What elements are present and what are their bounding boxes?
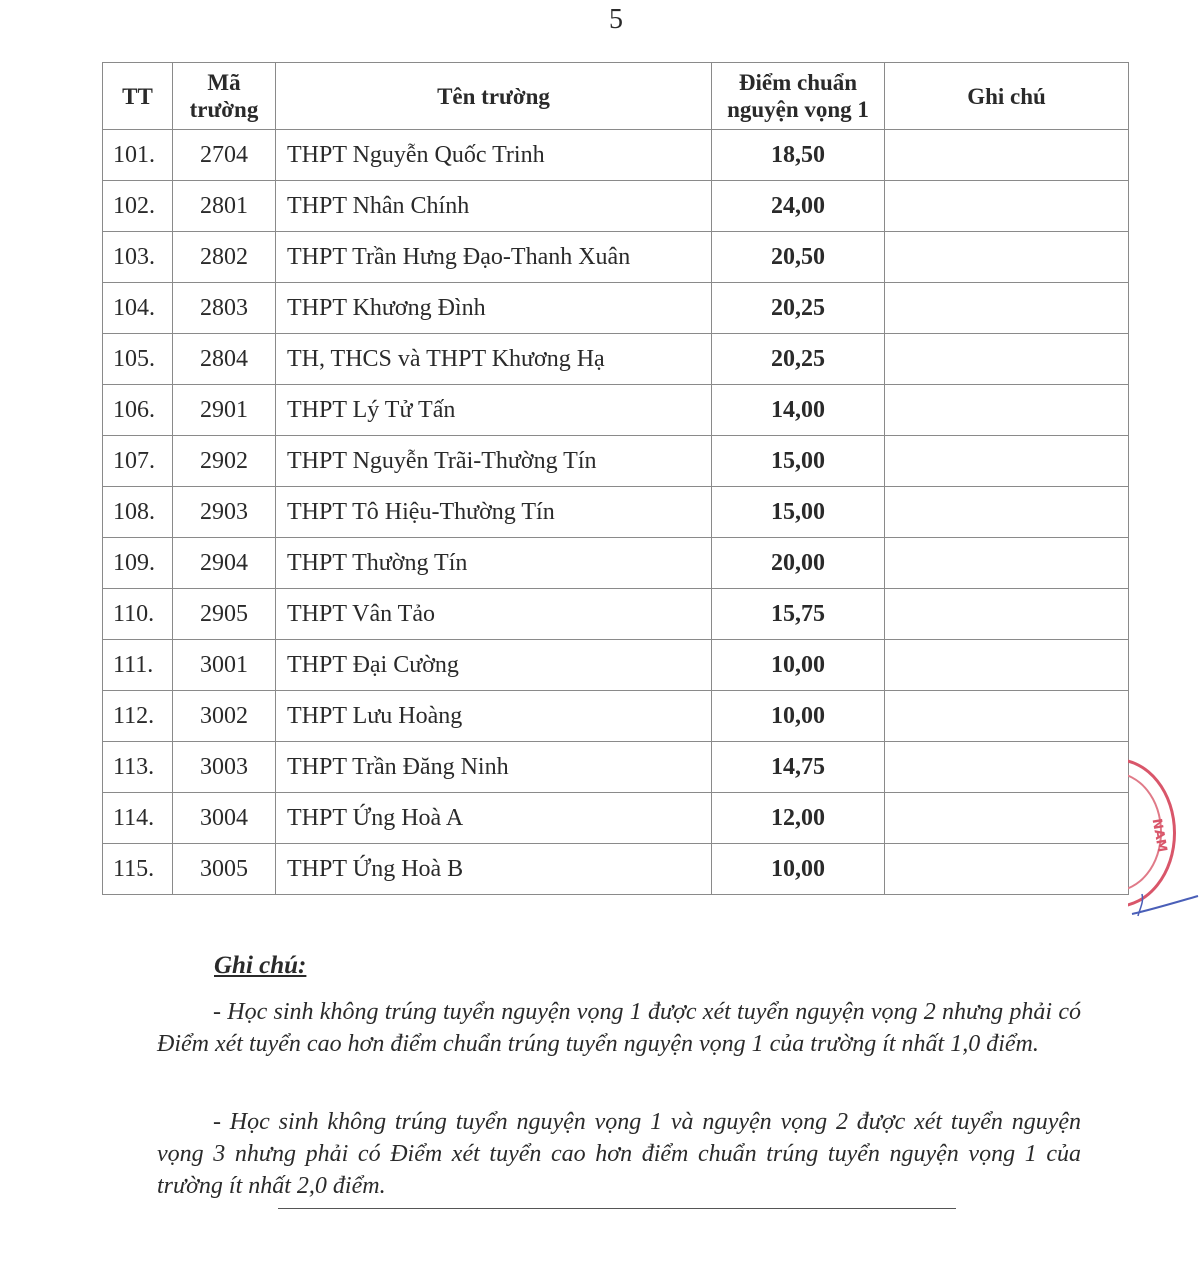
signature-stroke-icon (1130, 890, 1200, 920)
row-score: 10,00 (712, 640, 885, 691)
row-tt: 115. (103, 844, 173, 895)
row-school-name: THPT Trần Đăng Ninh (276, 742, 712, 793)
header-school-name: Tên trường (276, 63, 712, 130)
row-note (885, 436, 1129, 487)
table-row (103, 691, 1129, 742)
table-row (103, 793, 1129, 844)
row-school-name: THPT Lưu Hoàng (276, 691, 712, 742)
row-school-code: 3003 (173, 742, 276, 793)
row-score: 20,25 (712, 283, 885, 334)
row-score: 15,00 (712, 436, 885, 487)
table-row (103, 487, 1129, 538)
row-score: 14,00 (712, 385, 885, 436)
row-school-name: THPT Lý Tử Tấn (276, 385, 712, 436)
row-school-code: 2704 (173, 130, 276, 181)
table-row (103, 334, 1129, 385)
row-tt: 114. (103, 793, 173, 844)
header-school-code-line2: trường (189, 97, 259, 122)
table-row (103, 130, 1129, 181)
row-note (885, 130, 1129, 181)
row-note (885, 487, 1129, 538)
row-tt: 103. (103, 232, 173, 283)
row-note (885, 538, 1129, 589)
header-tt: TT (103, 63, 173, 130)
row-note (885, 793, 1129, 844)
row-tt: 107. (103, 436, 173, 487)
row-note (885, 589, 1129, 640)
table-row (103, 844, 1129, 895)
header-score-line1: Điểm chuẩn (738, 70, 858, 95)
row-score: 15,75 (712, 589, 885, 640)
row-school-code: 2804 (173, 334, 276, 385)
row-school-name: THPT Nguyễn Quốc Trinh (276, 130, 712, 181)
row-score: 15,00 (712, 487, 885, 538)
note-paragraph: - Học sinh không trúng tuyển nguyện vọng 1 được xét tuyển nguyện vọng 2 nhưng phải có Điểm xét tuyển cao hơn điểm chuẩn trúng tuyển nguyện vọng 1 của trường ít nhất 1,0 điểm. (157, 999, 1081, 1057)
row-note (885, 691, 1129, 742)
row-note (885, 232, 1129, 283)
row-tt: 101. (103, 130, 173, 181)
table-row (103, 283, 1129, 334)
row-school-code: 2801 (173, 181, 276, 232)
header-school-code-line1: Mã (207, 70, 241, 95)
table-row (103, 385, 1129, 436)
row-note (885, 385, 1129, 436)
row-school-name: THPT Đại Cường (276, 640, 712, 691)
seal-text: NAM (1148, 817, 1170, 854)
row-score: 12,00 (712, 793, 885, 844)
official-seal-stamp (1128, 758, 1176, 908)
row-tt: 106. (103, 385, 173, 436)
table-row (103, 538, 1129, 589)
row-school-code: 3002 (173, 691, 276, 742)
row-school-name: THPT Khương Đình (276, 283, 712, 334)
row-school-code: 2903 (173, 487, 276, 538)
row-school-code: 2901 (173, 385, 276, 436)
row-school-code: 3004 (173, 793, 276, 844)
page-number: 5 (609, 4, 623, 35)
row-school-code: 2902 (173, 436, 276, 487)
row-school-code: 3001 (173, 640, 276, 691)
row-tt: 104. (103, 283, 173, 334)
table-row (103, 742, 1129, 793)
row-tt: 102. (103, 181, 173, 232)
table-row (103, 589, 1129, 640)
table-row (103, 181, 1129, 232)
row-school-name: THPT Tô Hiệu-Thường Tín (276, 487, 712, 538)
row-score: 18,50 (712, 130, 885, 181)
row-school-code: 2904 (173, 538, 276, 589)
row-note (885, 844, 1129, 895)
row-school-code: 3005 (173, 844, 276, 895)
row-note (885, 742, 1129, 793)
row-school-name: THPT Vân Tảo (276, 589, 712, 640)
header-score (712, 63, 885, 130)
row-score: 20,00 (712, 538, 885, 589)
row-score: 10,00 (712, 691, 885, 742)
row-school-name: THPT Trần Hưng Đạo-Thanh Xuân (276, 232, 712, 283)
row-score: 20,50 (712, 232, 885, 283)
row-score: 20,25 (712, 334, 885, 385)
row-tt: 108. (103, 487, 173, 538)
note-paragraph: - Học sinh không trúng tuyển nguyện vọng 1 và nguyện vọng 2 được xét tuyển nguyện vọng 3 nhưng phải có Điểm xét tuyển cao hơn điểm chuẩn trúng tuyển nguyện vọng 1 của trường ít nhất 2,0 điểm. (157, 1109, 1081, 1199)
row-school-code: 2802 (173, 232, 276, 283)
row-school-name: THPT Nguyễn Trãi-Thường Tín (276, 436, 712, 487)
row-school-code: 2803 (173, 283, 276, 334)
row-note (885, 181, 1129, 232)
row-tt: 105. (103, 334, 173, 385)
closing-rule (278, 1208, 956, 1209)
header-note: Ghi chú (885, 63, 1129, 130)
table-row (103, 232, 1129, 283)
row-note (885, 283, 1129, 334)
admission-score-table (102, 62, 1129, 895)
header-school-code (173, 63, 276, 130)
table-row (103, 640, 1129, 691)
row-tt: 112. (103, 691, 173, 742)
row-tt: 110. (103, 589, 173, 640)
row-tt: 113. (103, 742, 173, 793)
row-school-name: TH, THCS và THPT Khương Hạ (276, 334, 712, 385)
row-score: 14,75 (712, 742, 885, 793)
row-school-name: THPT Thường Tín (276, 538, 712, 589)
row-tt: 111. (103, 640, 173, 691)
notes-title: Ghi chú: (214, 952, 307, 979)
row-note (885, 640, 1129, 691)
row-school-name: THPT Nhân Chính (276, 181, 712, 232)
row-school-code: 2905 (173, 589, 276, 640)
table-row (103, 436, 1129, 487)
table-header-row (103, 63, 1129, 130)
row-note (885, 334, 1129, 385)
row-score: 24,00 (712, 181, 885, 232)
row-school-name: THPT Ứng Hoà A (276, 793, 712, 844)
row-score: 10,00 (712, 844, 885, 895)
row-tt: 109. (103, 538, 173, 589)
row-school-name: THPT Ứng Hoà B (276, 844, 712, 895)
header-score-line2: nguyện vọng 1 (727, 97, 869, 122)
